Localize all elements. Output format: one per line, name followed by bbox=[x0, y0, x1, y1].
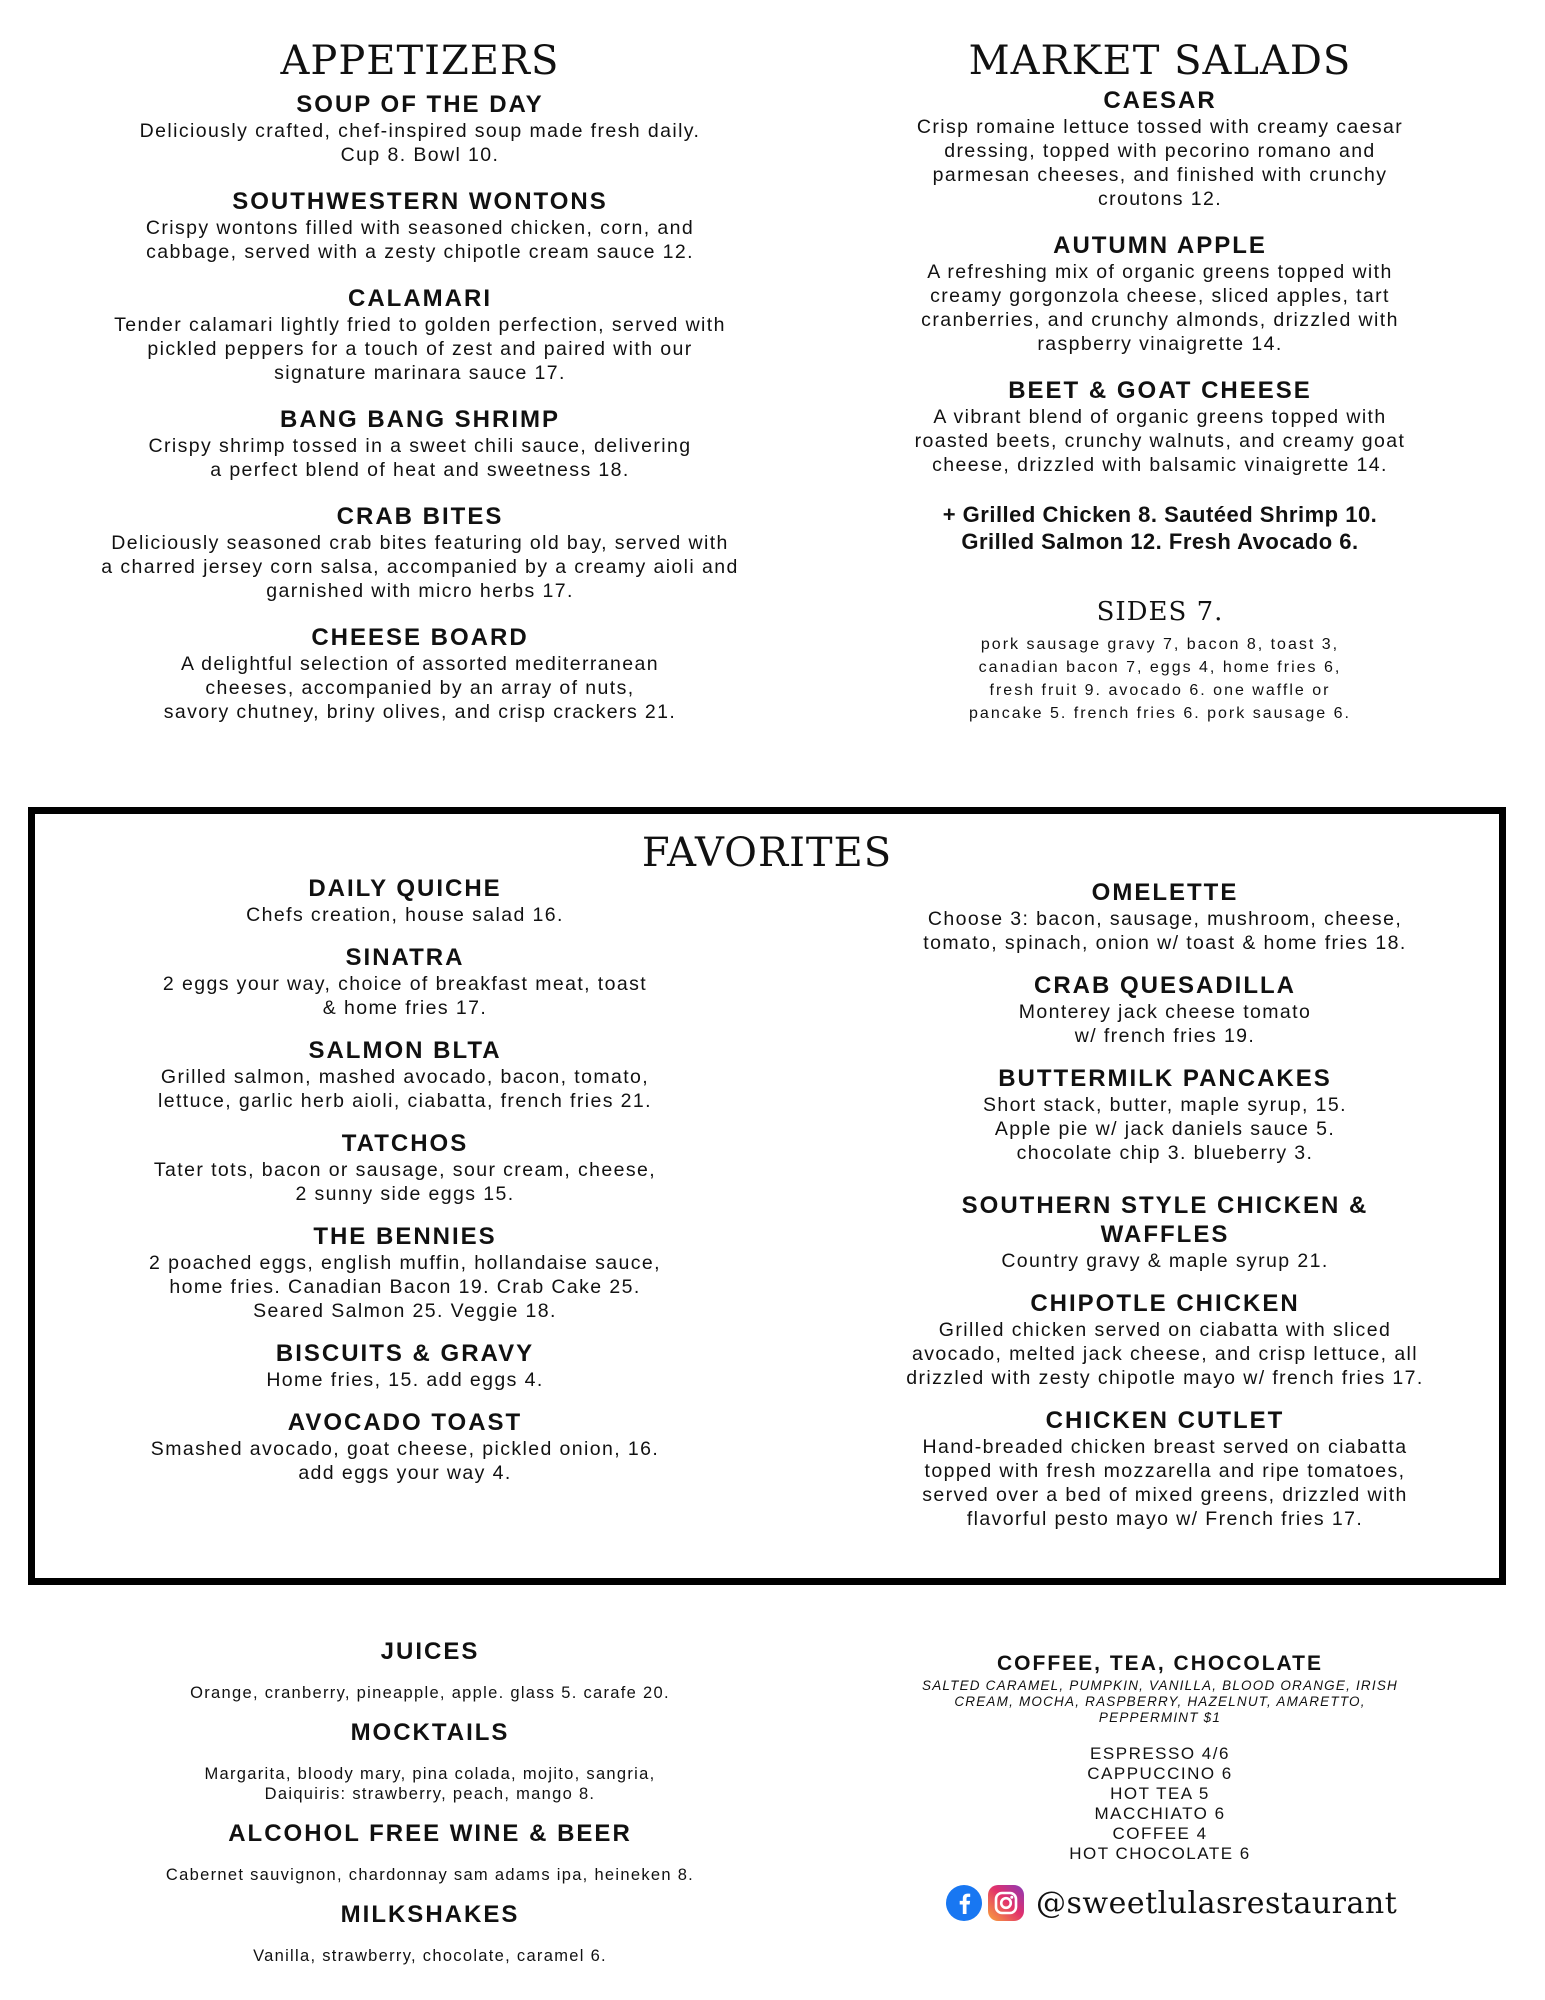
item-name: BISCUITS & GRAVY bbox=[275, 1340, 535, 1367]
menu-item bbox=[75, 1222, 735, 1323]
item-description: Hand-breaded chicken breast served on ciabatta topped with fresh mozzarella and ripe tomatoes, served over a bed of mixed greens, drizzled with flavorful pesto mayo w/ French fries 17. bbox=[922, 1436, 1408, 1530]
item-description: Monterey jack cheese tomato w/ french fries 19. bbox=[1018, 1001, 1312, 1047]
item-name: AUTUMN APPLE bbox=[1053, 232, 1267, 259]
menu-item bbox=[855, 878, 1475, 955]
menu-item bbox=[75, 1129, 735, 1206]
item-name: SINATRA bbox=[345, 944, 465, 971]
menu-item bbox=[75, 943, 735, 1020]
salad-addons: + Grilled Chicken 8. Sautéed Shrimp 10. Grilled Salmon 12. Fresh Avocado 6. bbox=[942, 502, 1378, 554]
item-name: CRAB QUESADILLA bbox=[1034, 972, 1296, 999]
item-name: CHEESE BOARD bbox=[311, 624, 529, 651]
item-description: Short stack, butter, maple syrup, 15. Apple pie w/ jack daniels sauce 5. chocolate chip 3. blueberry 3. bbox=[983, 1094, 1347, 1164]
favorites-left-column bbox=[75, 874, 735, 1485]
item-description: A refreshing mix of organic greens topped with creamy gorgonzola cheese, sliced apples, tart cranberries, and crunchy almonds, drizzled with raspberry vinaigrette 14. bbox=[921, 261, 1399, 355]
item-name: BUTTERMILK PANCAKES bbox=[998, 1065, 1332, 1092]
item-name: MOCKTAILS bbox=[350, 1719, 510, 1746]
item-description: Cabernet sauvignon, chardonnay sam adams ipa, heineken 8. bbox=[165, 1865, 695, 1884]
menu-item bbox=[60, 284, 780, 385]
item-description: Choose 3: bacon, sausage, mushroom, cheese, tomato, spinach, onion w/ toast & home fries 18. bbox=[923, 908, 1407, 954]
coffee-list-item: ESPRESSO 4/6 bbox=[1090, 1744, 1230, 1763]
item-description: Crispy wontons filled with seasoned chicken, corn, and cabbage, served with a zesty chipotle cream sauce 12. bbox=[145, 217, 695, 263]
coffee-list-item: HOT TEA 5 bbox=[1110, 1784, 1210, 1803]
item-description: Deliciously seasoned crab bites featuring old bay, served with a charred jersey corn salsa, accompanied by a creamy aioli and garnished with micro herbs 17. bbox=[101, 532, 739, 602]
item-description: Deliciously crafted, chef-inspired soup made fresh daily. Cup 8. Bowl 10. bbox=[139, 120, 701, 166]
menu-item bbox=[75, 874, 735, 927]
menu-item bbox=[60, 90, 780, 167]
appetizers-section bbox=[60, 38, 780, 724]
item-name: BANG BANG SHRIMP bbox=[279, 406, 560, 433]
menu-item bbox=[60, 187, 780, 264]
menu-item bbox=[75, 1036, 735, 1113]
item-description: 2 poached eggs, english muffin, hollandaise sauce, home fries. Canadian Bacon 19. Crab Cake 25. Seared Salmon 25. Veggie 18. bbox=[149, 1252, 661, 1322]
item-description: 2 eggs your way, choice of breakfast meat, toast & home fries 17. bbox=[162, 973, 648, 1019]
item-name: SOUP OF THE DAY bbox=[296, 91, 544, 118]
item-description: A delightful selection of assorted mediterranean cheeses, accompanied by an array of nuts, savory chutney, briny olives, and crisp crackers 21. bbox=[163, 653, 677, 723]
item-description: Chefs creation, house salad 16. bbox=[246, 904, 564, 926]
menu-item bbox=[60, 405, 780, 482]
instagram-icon[interactable] bbox=[988, 1885, 1024, 1921]
coffee-flavors: SALTED CARAMEL, PUMPKIN, VANILLA, BLOOD ORANGE, IRISH CREAM, MOCHA, RASPBERRY, HAZELNUT, AMARETTO, PEPPERMINT $1 bbox=[922, 1678, 1398, 1725]
item-name: TATCHOS bbox=[341, 1130, 469, 1157]
appetizers-title: APPETIZERS bbox=[280, 38, 560, 84]
menu-item bbox=[820, 86, 1500, 211]
facebook-icon[interactable] bbox=[946, 1885, 982, 1921]
favorites-right-column bbox=[855, 878, 1475, 1531]
drinks-section bbox=[110, 1638, 750, 1982]
menu-item bbox=[75, 1408, 735, 1485]
menu-item bbox=[820, 231, 1500, 356]
item-name: CALAMARI bbox=[348, 285, 492, 312]
item-description: A vibrant blend of organic greens topped with roasted beets, crunchy walnuts, and creamy goat cheese, drizzled with balsamic vinaigrette 14. bbox=[914, 406, 1406, 476]
menu-item bbox=[855, 1406, 1475, 1531]
menu-item bbox=[110, 1901, 750, 1966]
menu-item bbox=[110, 1719, 750, 1804]
item-description: Grilled salmon, mashed avocado, bacon, tomato, lettuce, garlic herb aioli, ciabatta, french fries 21. bbox=[158, 1066, 652, 1112]
item-name: OMELETTE bbox=[1091, 879, 1239, 906]
coffee-list-item: MACCHIATO 6 bbox=[1094, 1804, 1226, 1823]
coffee-section bbox=[890, 1652, 1430, 1864]
item-description: Crisp romaine lettuce tossed with creamy caesar dressing, topped with pecorino romano and parmesan cheeses, and finished with crunchy croutons 12. bbox=[916, 116, 1404, 210]
menu-item bbox=[110, 1638, 750, 1703]
coffee-list-item: HOT CHOCOLATE 6 bbox=[1069, 1844, 1251, 1863]
item-name: CAESAR bbox=[1103, 87, 1217, 114]
sides-title: SIDES 7. bbox=[1096, 597, 1224, 627]
item-description: Smashed avocado, goat cheese, pickled onion, 16. add eggs your way 4. bbox=[150, 1438, 660, 1484]
item-name: AVOCADO TOAST bbox=[287, 1409, 523, 1436]
menu-item bbox=[855, 1191, 1475, 1273]
menu-item bbox=[855, 1289, 1475, 1390]
menu-item bbox=[110, 1820, 750, 1885]
item-description: Home fries, 15. add eggs 4. bbox=[266, 1369, 544, 1391]
item-name: DAILY QUICHE bbox=[308, 875, 502, 902]
item-name: CRAB BITES bbox=[336, 503, 504, 530]
menu-item bbox=[60, 502, 780, 603]
item-description: Grilled chicken served on ciabatta with sliced avocado, melted jack cheese, and crisp lettuce, all drizzled with zesty chipotle mayo w/ french fries 17. bbox=[906, 1319, 1424, 1389]
salads-title: MARKET SALADS bbox=[968, 38, 1352, 84]
coffee-list-item: COFFEE 4 bbox=[1112, 1824, 1208, 1843]
item-description: Crispy shrimp tossed in a sweet chili sauce, delivering a perfect blend of heat and sweetness 18. bbox=[148, 435, 692, 481]
favorites-title: FAVORITES bbox=[641, 830, 893, 876]
item-description: Margarita, bloody mary, pina colada, mojito, sangria, Daiquiris: strawberry, peach, mango 8. bbox=[204, 1764, 656, 1803]
item-description: Vanilla, strawberry, chocolate, caramel 6. bbox=[253, 1946, 607, 1965]
item-name: THE BENNIES bbox=[313, 1223, 497, 1250]
item-name: MILKSHAKES bbox=[340, 1901, 520, 1928]
sides-description: pork sausage gravy 7, bacon 8, toast 3, canadian bacon 7, eggs 4, home fries 6, fresh fruit 9. avocado 6. one waffle or pancake 5. french fries 6. pork sausage 6. bbox=[969, 636, 1351, 722]
item-name: JUICES bbox=[380, 1638, 480, 1665]
item-description: Country gravy & maple syrup 21. bbox=[1001, 1250, 1329, 1272]
item-description: Tater tots, bacon or sausage, sour cream, cheese, 2 sunny side eggs 15. bbox=[153, 1159, 657, 1205]
item-name: ALCOHOL FREE WINE & BEER bbox=[228, 1820, 632, 1847]
item-name: BEET & GOAT CHEESE bbox=[1008, 377, 1312, 404]
item-name: CHICKEN CUTLET bbox=[1045, 1407, 1285, 1434]
coffee-title: COFFEE, TEA, CHOCOLATE bbox=[997, 1652, 1323, 1675]
item-name: CHIPOTLE CHICKEN bbox=[1030, 1290, 1300, 1317]
menu-item bbox=[855, 971, 1475, 1048]
salads-section bbox=[820, 38, 1500, 725]
menu-item bbox=[60, 623, 780, 724]
menu-item bbox=[855, 1064, 1475, 1165]
menu-item bbox=[75, 1339, 735, 1392]
favorites-section bbox=[28, 807, 1506, 1585]
coffee-list bbox=[890, 1744, 1430, 1864]
item-name: SOUTHERN STYLE CHICKEN & WAFFLES bbox=[961, 1192, 1369, 1248]
item-description: Tender calamari lightly fried to golden perfection, served with pickled peppers for a touch of zest and paired with our signature marinara sauce 17. bbox=[114, 314, 726, 384]
item-description: Orange, cranberry, pineapple, apple. glass 5. carafe 20. bbox=[190, 1683, 670, 1702]
coffee-list-item: CAPPUCCINO 6 bbox=[1087, 1764, 1233, 1783]
social-handle-row bbox=[946, 1883, 1397, 1923]
social-handle: @sweetlulasrestaurant bbox=[1036, 1885, 1398, 1921]
item-name: SALMON BLTA bbox=[308, 1037, 502, 1064]
item-name: SOUTHWESTERN WONTONS bbox=[232, 188, 608, 215]
menu-item bbox=[820, 376, 1500, 477]
